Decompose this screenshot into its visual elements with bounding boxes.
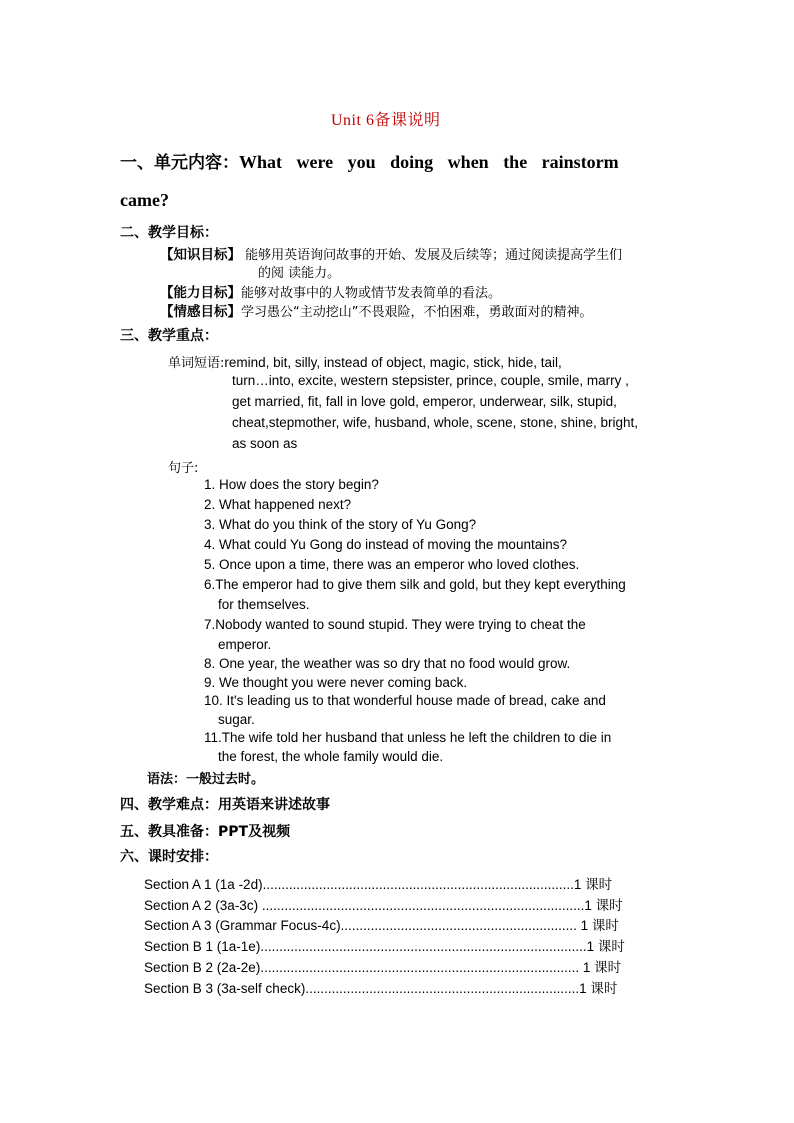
schedule-row: Section B 2 (2a-2e)..................................................................................... 1 课时 <box>144 960 622 975</box>
knowledge-goal-text: 能够用英语询问故事的开始、发展及后续等；通过阅读提高学生们 <box>241 248 623 263</box>
schedule-row: Section B 1 (1a-1e).......................................................................................1 课时 <box>144 939 625 954</box>
sentence-item: 5. Once upon a time, there was an emperor who loved clothes. <box>204 557 580 572</box>
unit-content-text: What were you doing when the rainstorm <box>239 152 619 172</box>
knowledge-goal <box>160 243 622 264</box>
ability-goal <box>160 281 501 302</box>
key-points-heading: 三、教学重点： <box>120 328 218 344</box>
vocab-text: remind, bit, silly, instead of object, magic, stick, hide, tail, <box>224 355 562 370</box>
difficult-points-heading: 四、教学难点：用英语来讲述故事 <box>120 797 330 813</box>
sentence-item: 7.Nobody wanted to sound stupid. They were trying to cheat the <box>204 617 586 632</box>
sentence-item: 10. It's leading us to that wonderful house made of bread, cake and <box>204 693 606 708</box>
vocab-text: cheat,stepmother, wife, husband, whole, scene, stone, shine, bright, <box>232 415 638 430</box>
sentence-item-continued: sugar. <box>218 712 255 727</box>
vocab-text: turn…into, excite, western stepsister, prince, couple, smile, marry , <box>232 373 629 388</box>
vocab-label: 单词短语: <box>168 356 225 371</box>
unit-content-heading <box>120 148 619 173</box>
schedule-row: Section A 1 (1a -2d)...................................................................................1 课时 <box>144 877 613 892</box>
schedule-row: Section A 3 (Grammar Focus-4c)............................................................... 1 课时 <box>144 918 619 933</box>
vocab-line <box>168 352 562 372</box>
sentence-item: 11.The wife told her husband that unless he left the children to die in <box>204 730 612 745</box>
sentence-item: 6.The emperor had to give them silk and gold, but they kept everything <box>204 577 626 592</box>
schedule-row: Section A 2 (3a-3c) ......................................................................................1 课时 <box>144 898 623 913</box>
sentence-item-continued: the forest, the whole family would die. <box>218 749 444 764</box>
sentence-item: 4. What could Yu Gong do instead of moving the mountains? <box>204 537 567 552</box>
schedule-row: Section B 3 (3a-self check).........................................................................1 课时 <box>144 981 618 996</box>
sentences-label: 句子: <box>168 461 199 476</box>
emotion-goal <box>160 300 592 321</box>
emotion-goal-label: 【情感目标】 <box>160 304 241 320</box>
teaching-goals-heading: 二、教学目标： <box>120 225 218 241</box>
sentence-item-continued: emperor. <box>218 637 272 652</box>
knowledge-goal-text-continued: 的阅 读能力。 <box>258 266 341 281</box>
sentence-item-continued: for themselves. <box>218 597 310 612</box>
ability-goal-text: 能够对故事中的人物或情节发表简单的看法。 <box>241 286 502 301</box>
teaching-aids-heading: 五、教具准备：PPT及视频 <box>120 824 291 840</box>
unit-content-text-continued: came? <box>120 190 169 210</box>
sentence-item: 3. What do you think of the story of Yu Gong? <box>204 517 477 532</box>
vocab-text: as soon as <box>232 436 298 451</box>
sentence-item: 8. One year, the weather was so dry that no food would grow. <box>204 656 571 671</box>
ability-goal-label: 【能力目标】 <box>160 285 241 301</box>
grammar-point: 语法：一般过去时。 <box>147 772 265 787</box>
sentence-item: 9. We thought you were never coming back. <box>204 675 468 690</box>
sentence-item: 1. How does the story begin? <box>204 477 379 492</box>
schedule-heading: 六、课时安排： <box>120 849 218 865</box>
knowledge-goal-label: 【知识目标】 <box>160 247 241 263</box>
vocab-text: get married, fit, fall in love gold, emperor, underwear, silk, stupid, <box>232 394 617 409</box>
sentence-item: 2. What happened next? <box>204 497 352 512</box>
unit-content-label: 一、单元内容： <box>120 153 239 173</box>
emotion-goal-text: 学习愚公“主动挖山”不畏艰险，不怕困难，勇敢面对的精神。 <box>241 305 593 320</box>
document-title: Unit 6备课说明 <box>331 112 441 129</box>
